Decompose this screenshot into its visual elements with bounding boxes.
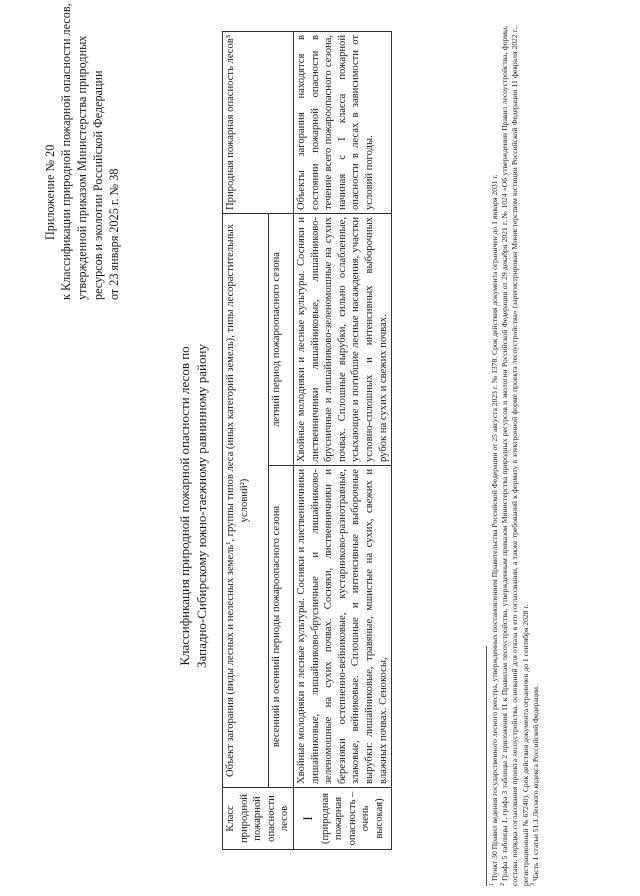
appendix-line: утвержденной приказом Министерства природных	[75, 35, 89, 300]
table-row	[293, 31, 391, 849]
title-line: Классификация природной пожарной опасности лесов по	[177, 346, 192, 666]
header-spring-autumn: весенний и осенний периоды пожароопасного сезона	[268, 466, 293, 788]
footnote-mark: 3	[530, 883, 537, 886]
title-line: Западно-Сибирскому южно-таежному равнинному району	[194, 344, 209, 668]
class-label: (природная пожарная опасность – очень высокая)	[319, 791, 385, 846]
header-class: Класс природной пожарной опасности лесов	[223, 788, 294, 850]
footnote-mark: 2	[499, 883, 506, 886]
class-number: I	[299, 816, 315, 821]
footnote	[531, 26, 541, 886]
danger-cell: Объекты загорания находятся в состоянии пожарной опасности в течение всего пожароопасного сезона, начиная с I класса пожарной опасности в лесах в зависимости от условий погоды.	[293, 31, 391, 213]
footnote	[490, 26, 500, 886]
footnotes	[490, 26, 541, 886]
appendix-header	[42, 3, 122, 300]
appendix-line: Приложение № 20	[43, 144, 57, 240]
appendix-line: от 23 января 2025 г. № 38	[107, 168, 121, 300]
class-cell	[293, 788, 391, 850]
header-danger: Природная пожарная опасность лесов³	[223, 31, 294, 213]
table-header-row	[223, 31, 269, 849]
appendix-line: ресурсов и экологии Российской Федерации	[91, 70, 105, 300]
summer-cell: Хвойные молодняки и лесные культуры. Сосняки и лиственничники лишайниковые, лишайниково-брусничные и лишайниково-зеленомошные на сухих почвах. Сплошные вырубки, сильно ослабленные, усыхающие и погибшие лесные насаждения, участки условно-сплошных и интенсивных выборочных рубок на сухих и свежих почвах.	[293, 213, 391, 465]
document-title	[176, 246, 210, 766]
appendix-line: к Классификации природной пожарной опасности лесов,	[59, 3, 73, 300]
footnote	[500, 26, 531, 886]
footnote-text: Часть 1 статьи 51.1 Лесного кодекса Российской Федерации.	[530, 685, 540, 881]
classification-table	[222, 31, 392, 850]
header-summer: летний период пожароопасного сезона	[268, 213, 293, 465]
footnote-text: Графа 5 таблицы 1, графа 3 таблицы 2 приложения 11 к Правилам лесоустройства, утвержденным приказом Министерства природных ресурсов и экологии Российской Федерации от 29 декабря 2021 г. № 1024 «Об утверждении Правил лесоустройства, формы, состава, порядка согласования проекта лесоустройства, оснований для отказа в его согласовании, а также требований к формату в электронной форме проекта лесоустройства» (зарегистрирован Министерством юстиции Российской Федерации 11 февраля 2022 г., регистрационный № 67240). Срок действия документа ограничен до 1 сентября 2028 г.	[500, 26, 530, 886]
footnote-mark: 1	[489, 883, 496, 886]
footnote-divider	[486, 646, 487, 886]
spring-autumn-cell: Хвойные молодняки и лесные культуры. Сосняки и лиственничники лишайниковые, лишайниково-брусничные и лишайниково-зеленомошные на сухих почвах. Сосняки, лиственничники и березняки остепненно-вейниковые, кустарниково-разнотравные, злаковые, вейниковые. Сплошные и интенсивные выборочные вырубки: лишайниковые, травяные, мшистые на сухих, свежих и влажных почвах. Сенокосы,	[293, 466, 391, 788]
header-object: Объект загорания (виды лесных и нелесных земель¹, группы типов леса (иных категорий земель), типы лесорастительных условий²)	[223, 213, 269, 787]
footnote-text: Пункт 30 Правил ведения государственного лесного реестра, утвержденных постановлением Правительства Российской Федерации от 25 августа 2023 г. № 1378. Срок действия документа ограничен до 1 января 2031 г.	[490, 174, 499, 881]
